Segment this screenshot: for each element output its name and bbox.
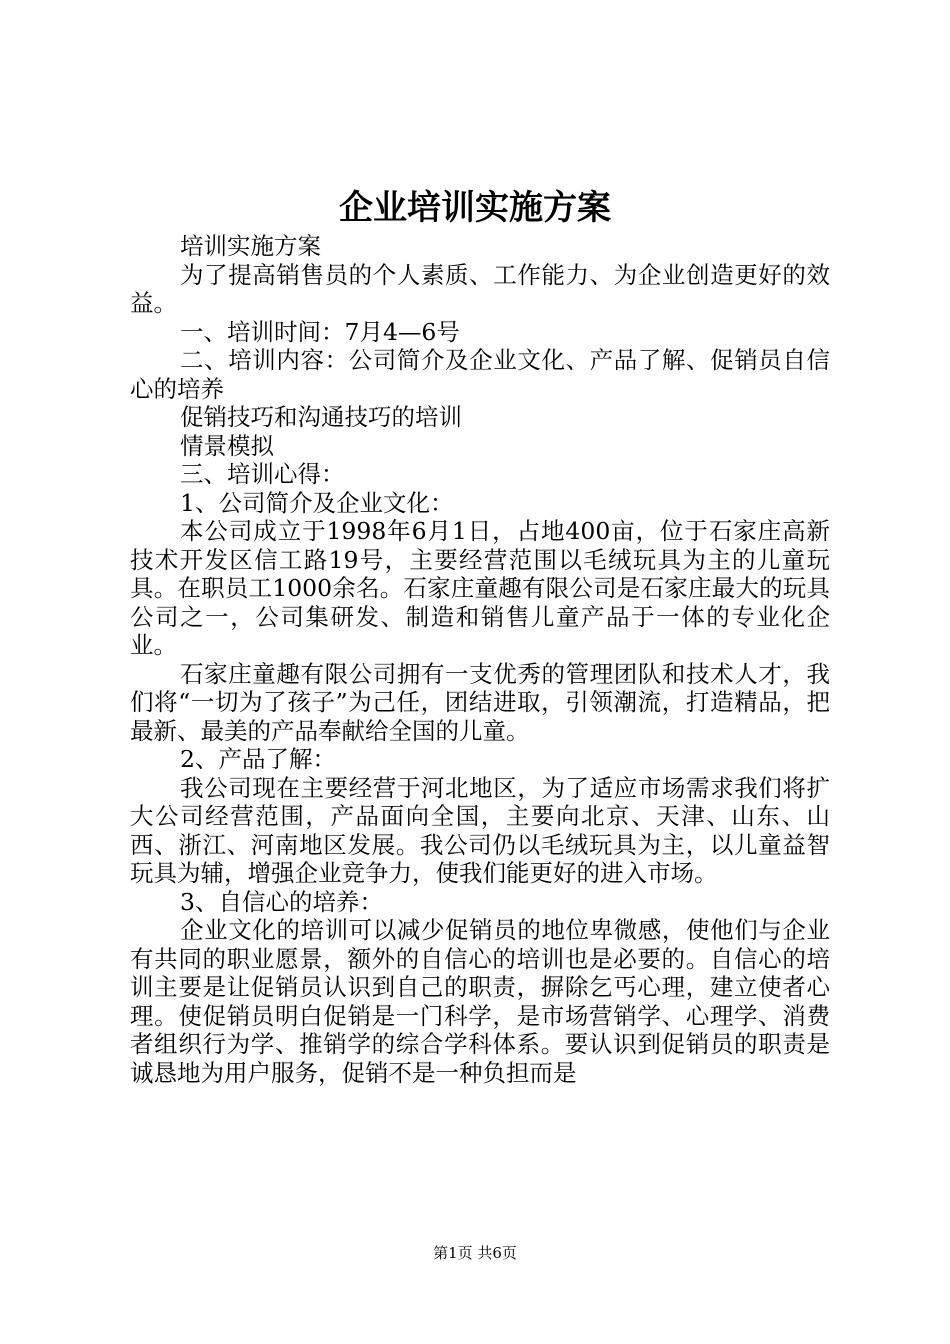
- paragraph-company-team: 石家庄童趣有限公司拥有一支优秀的管理团队和技术人才，我们将“一切为了孩子”为己任，团结进取，引领潮流，打造精品，把最新、最美的产品奉献给全国的儿童。: [130, 659, 830, 745]
- paragraph-purpose: 为了提高销售员的个人素质、工作能力、为企业创造更好的效益。: [130, 260, 830, 317]
- paragraph-simulation: 情景模拟: [180, 431, 274, 460]
- document-body: [130, 232, 830, 1087]
- paragraph-section-3-heading: 3、自信心的培养：: [180, 887, 383, 916]
- paragraph-training-time: 一、培训时间：7月4—6号: [180, 317, 460, 346]
- paragraph-section-1-heading: 1、公司简介及企业文化：: [180, 488, 454, 517]
- page-footer: 第1页 共6页: [433, 1244, 517, 1262]
- paragraph-training-content: 二、培训内容：公司简介及企业文化、产品了解、促销员自信心的培养: [130, 346, 830, 403]
- paragraph-skills: 促销技巧和沟通技巧的培训: [180, 403, 462, 431]
- paragraph-company-intro: 本公司成立于1998年6月1日，占地400亩，位于石家庄高新技术开发区信工路19号，主要经营范围以毛绒玩具为主的儿童玩具。在职员工1000余名。石家庄童趣有限公司是石家庄最大的玩具公司之一，公司集研发、制造和销售儿童产品于一体的专业化企业。: [130, 517, 830, 659]
- document-title: 企业培训实施方案: [339, 188, 611, 228]
- paragraph-confidence: 企业文化的培训可以减少促销员的地位卑微感，使他们与企业有共同的职业愿景，额外的自信心的培训也是必要的。自信心的培训主要是让促销员认识到自己的职责，摒除乞丐心理，建立使者心理。使促销员明白促销是一门科学，是市场营销学、心理学、消费者组织行为学、推销学的综合学科体系。要认识到促销员的职责是诚恳地为用户服务，促销不是一种负担而是: [130, 916, 830, 1087]
- paragraph-section-2-heading: 2、产品了解：: [180, 745, 336, 773]
- paragraph-product: 我公司现在主要经营于河北地区，为了适应市场需求我们将扩大公司经营范围，产品面向全国，主要向北京、天津、山东、山西、浙江、河南地区发展。我公司仍以毛绒玩具为主，以儿童益智玩具为辅，增强企业竞争力，使我们能更好的进入市场。: [130, 773, 830, 887]
- paragraph-heading: 培训实施方案: [180, 232, 321, 260]
- paragraph-experience-heading: 三、培训心得：: [180, 460, 345, 488]
